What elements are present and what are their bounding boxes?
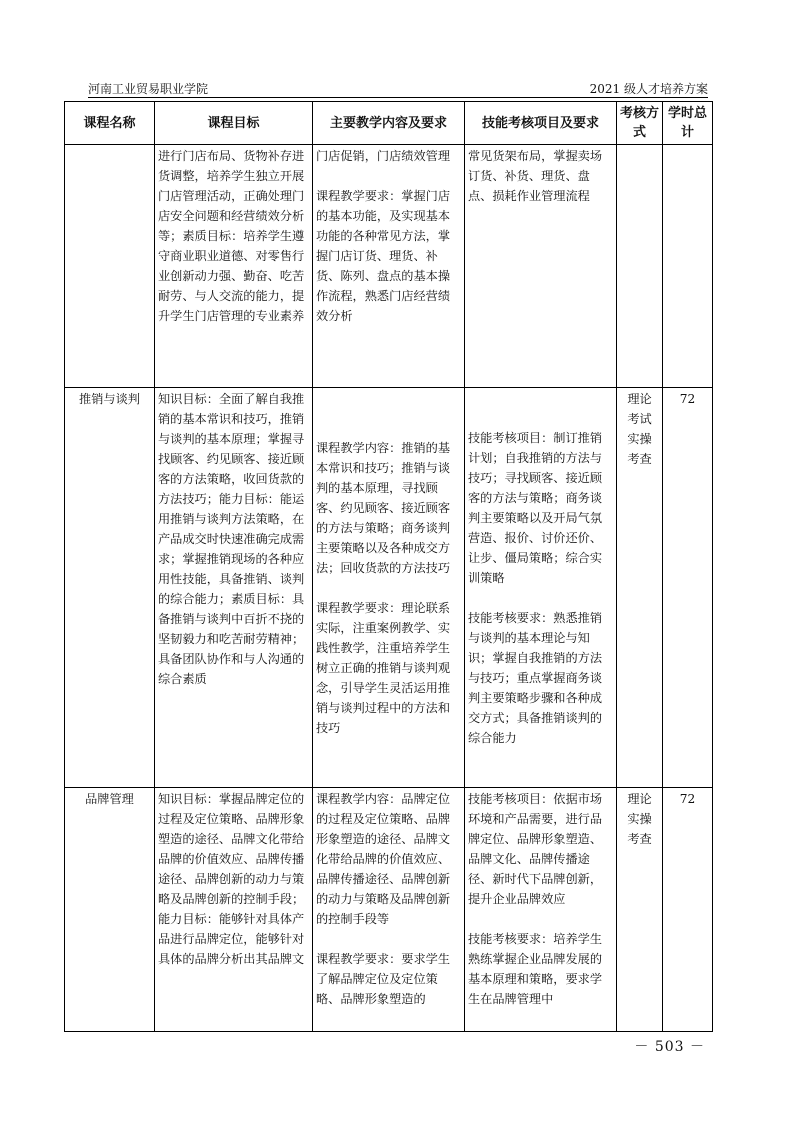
table-row	[65, 145, 713, 388]
skill-assessment	[465, 388, 617, 788]
skill-assessment-requirements-text: 技能考核要求：培养学生熟练掌握企业品牌发展的基本原理和策略，要求学生在品牌管理中	[468, 932, 603, 1006]
teaching-requirement-text: 课程教学要求：掌握门店的基本功能，及实现基本功能的各种常见方法，掌握门店订货、理货、补货、陈列、盘点的基本操作流程，熟悉门店经营绩效分析	[316, 189, 451, 323]
skill-assessment-requirements-text: 技能考核要求：熟悉推销与谈判的基本理论与知识；掌握自我推销的方法与技巧；重点掌握商务谈判主要策略步骤和各种成交方式；具备推销谈判的综合能力	[468, 610, 603, 745]
skill-assessment	[465, 788, 617, 1032]
teaching-content	[313, 145, 465, 388]
teaching-requirement-text: 课程教学要求：要求学生了解品牌定位及定位策略、品牌形象塑造的	[316, 952, 451, 1006]
header-assessment-method: 考核方式	[617, 102, 663, 145]
header-course-name: 课程名称	[65, 102, 155, 145]
assessment-method	[617, 145, 663, 388]
header-school-name: 河南工业贸易职业学院	[88, 82, 209, 96]
assessment-method-line: 考查	[627, 832, 652, 846]
teaching-content	[313, 388, 465, 788]
assessment-method-line: 理论	[627, 792, 652, 806]
teaching-content-text: 课程教学内容：品牌定位的过程及定位策略、品牌形象塑造的途径、品牌文化带给品牌的价值效应、品牌传播途径、品牌创新的动力与策略及品牌创新的控制手段等	[316, 792, 451, 926]
course-goal	[155, 788, 313, 1032]
assessment-method	[617, 788, 663, 1032]
header-course-goal: 课程目标	[155, 102, 313, 145]
teaching-content-text: 课程教学内容：推销的基本常识和技巧；推销与谈判的基本原理，寻找顾客、约见顾客、接近顾客的方法与策略；商务谈判主要策略以及各种成交方法；回收货款的方法技巧	[316, 440, 451, 575]
course-goal-text: 知识目标：掌握品牌定位的过程及定位策略、品牌形象塑造的途径、品牌文化带给品牌的价值效应、品牌传播途径、品牌创新的动力与策略及品牌创新的控制手段；能力目标：能够针对具体产品进行品牌定位，能够针对具体的品牌分析出其品牌文	[158, 792, 305, 966]
header-skill-assessment: 技能考核项目及要求	[465, 102, 617, 145]
total-hours	[663, 145, 713, 388]
assessment-method-line: 实操	[627, 432, 652, 446]
skill-assessment-items-text: 技能考核项目：依据市场环境和产品需要，进行品牌定位、品牌形象塑造、品牌文化、品牌传播途径、新时代下品牌创新，提升企业品牌效应	[468, 792, 603, 906]
course-table	[64, 101, 713, 1032]
course-goal	[155, 145, 313, 388]
header-rule	[88, 97, 708, 98]
course-name: 品牌管理	[65, 788, 155, 1032]
teaching-requirement-text: 课程教学要求：理论联系实际，注重案例教学、实践性教学，注重培养学生树立正确的推销与谈判观念，引导学生灵活运用推销与谈判过程中的方法和技巧	[316, 600, 451, 735]
table-row	[65, 788, 713, 1032]
total-hours: 72	[663, 388, 713, 788]
table-row	[65, 388, 713, 788]
header-teaching-content: 主要教学内容及要求	[313, 102, 465, 145]
skill-assessment-text: 常见货架布局，掌握卖场订货、补货、理货、盘点、损耗作业管理流程	[468, 149, 603, 203]
assessment-method-line: 理论	[627, 392, 652, 406]
page-number: － 503 －	[634, 1039, 705, 1055]
teaching-content-text: 门店促销，门店绩效管理	[316, 149, 451, 163]
skill-assessment	[465, 145, 617, 388]
skill-assessment-items-text: 技能考核项目：制订推销计划；自我推销的方法与技巧；寻找顾客、接近顾客的方法与策略；商务谈判主要策略以及开局气氛营造、报价、讨价还价、让步、僵局策略；综合实训策略	[468, 430, 603, 585]
assessment-method-line: 考查	[627, 452, 652, 466]
course-goal-text: 知识目标：全面了解自我推销的基本常识和技巧，推销与谈判的基本原理；掌握寻找顾客、约见顾客、接近顾客的方法策略，收回货款的方法技巧；能力目标：能运用推销与谈判方法策略，在产品成交时快速准确完成需求；掌握推销现场的各种应用性技能，具备推销、谈判的综合能力；素质目标：具备推销与谈判中百折不挠的坚韧毅力和吃苦耐劳精神；具备团队协作和与人沟通的综合素质	[158, 392, 305, 686]
header-total-hours: 学时总计	[663, 102, 713, 145]
table-header-row	[65, 102, 713, 145]
assessment-method	[617, 388, 663, 788]
header-document-title: 2021 级人才培养方案	[589, 82, 708, 96]
assessment-method-line: 考试	[627, 412, 652, 426]
total-hours: 72	[663, 788, 713, 1032]
teaching-content	[313, 788, 465, 1032]
course-goal-text: 进行门店布局、货物补存进货调整，培养学生独立开展门店管理活动，正确处理门店安全问题和经营绩效分析等；素质目标：培养学生遵守商业职业道德、对零售行业创新动力强、勤奋、吃苦耐劳、与人交流的能力，提升学生门店管理的专业素养	[158, 149, 305, 323]
course-goal	[155, 388, 313, 788]
assessment-method-line: 实操	[627, 812, 652, 826]
course-name	[65, 145, 155, 388]
course-name: 推销与谈判	[65, 388, 155, 788]
